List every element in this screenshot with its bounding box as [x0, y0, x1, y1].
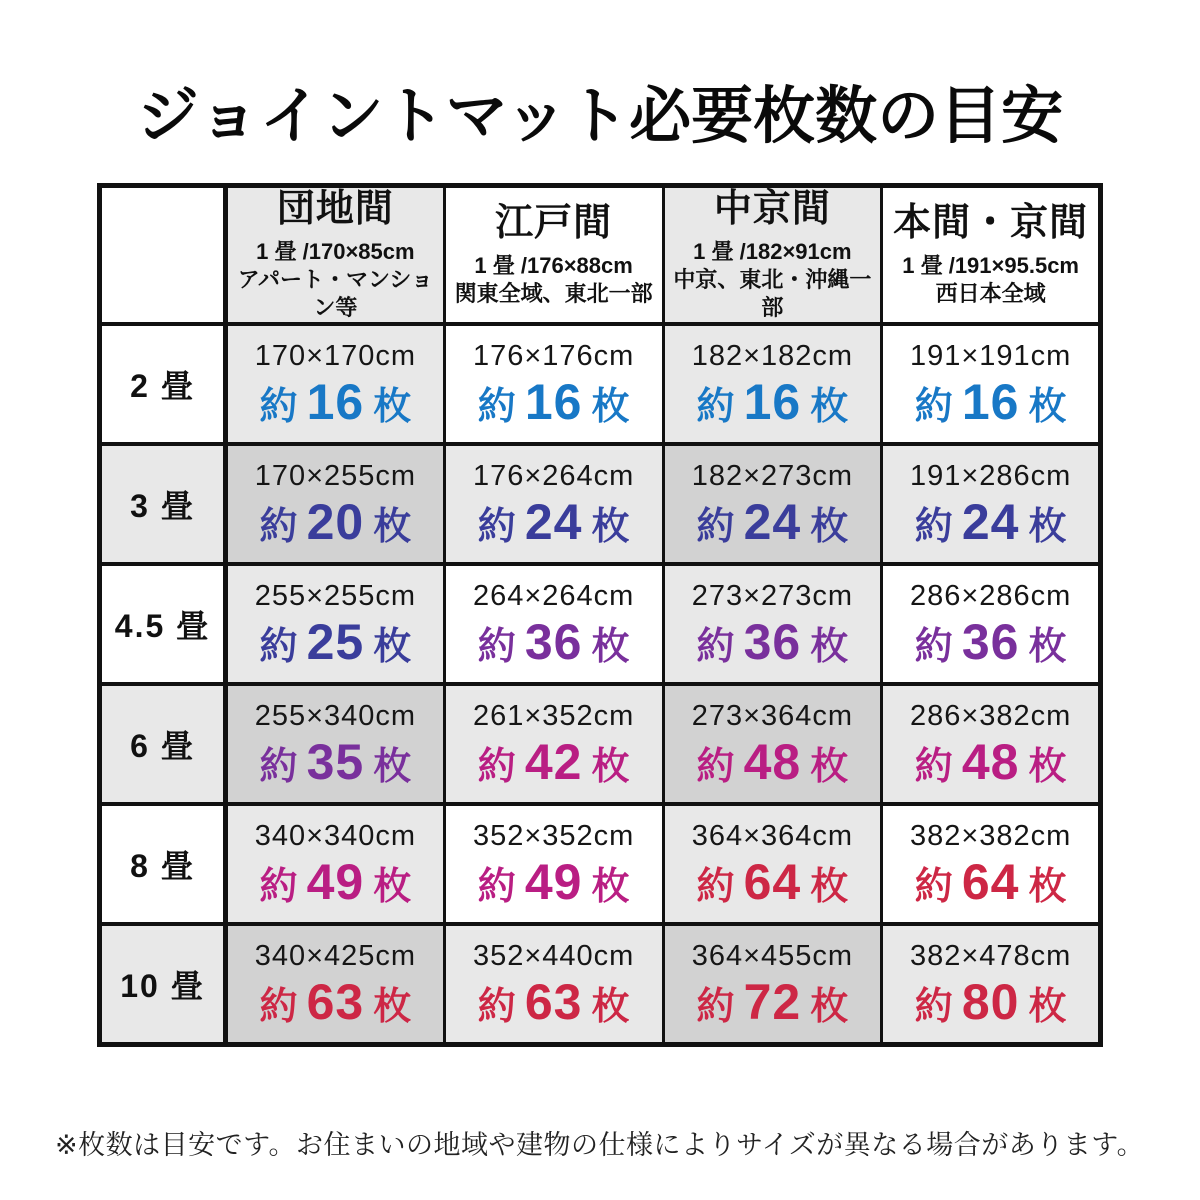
row-label: 2 畳 — [100, 324, 226, 444]
mat-count-cell — [444, 804, 663, 924]
mat-count-cell — [226, 324, 445, 444]
room-size: 255×255cm — [254, 580, 417, 613]
mat-count: 約 16 枚 — [259, 374, 412, 431]
room-size: 364×364cm — [691, 820, 854, 853]
mat-count: 約 24 枚 — [696, 494, 849, 551]
mat-count: 約 48 枚 — [696, 734, 849, 791]
mat-count-cell — [226, 684, 445, 804]
column-header-chukyoma — [663, 186, 882, 325]
row-label: 8 畳 — [100, 804, 226, 924]
mat-count-cell — [444, 924, 663, 1044]
room-size: 264×264cm — [472, 580, 635, 613]
mat-count-cell — [444, 684, 663, 804]
room-size: 191×286cm — [909, 460, 1072, 493]
mat-count-cell — [663, 924, 882, 1044]
mat-count-cell — [882, 684, 1101, 804]
row-label: 4.5 畳 — [100, 564, 226, 684]
column-tatami-size: 1 畳 /176×88cm — [474, 252, 633, 278]
column-name: 本間・京間 — [893, 202, 1089, 245]
mat-count: 約 63 枚 — [259, 973, 412, 1030]
mat-count: 約 36 枚 — [696, 614, 849, 671]
room-size: 176×176cm — [472, 340, 635, 373]
row-label: 6 畳 — [100, 684, 226, 804]
mat-count: 約 36 枚 — [914, 614, 1067, 671]
row-label: 10 畳 — [100, 924, 226, 1044]
column-name: 中京間 — [713, 188, 831, 230]
column-region: 関東全域、東北一部 — [454, 280, 653, 306]
mat-count: 約 42 枚 — [477, 734, 630, 791]
column-name: 団地間 — [276, 188, 394, 230]
mat-count: 約 24 枚 — [914, 494, 1067, 551]
room-size: 176×264cm — [472, 460, 635, 493]
mat-count-cell — [663, 804, 882, 924]
room-size: 170×255cm — [254, 460, 417, 493]
column-name: 江戸間 — [495, 202, 613, 245]
mat-count-cell — [882, 444, 1101, 564]
mat-count-cell — [444, 324, 663, 444]
room-size: 261×352cm — [472, 700, 635, 733]
mat-count-cell — [226, 444, 445, 564]
room-size: 273×364cm — [691, 700, 854, 733]
room-size: 382×382cm — [909, 820, 1072, 853]
header-row — [100, 186, 1101, 325]
column-tatami-size: 1 畳 /191×95.5cm — [902, 252, 1079, 278]
mat-count: 約 24 枚 — [477, 494, 630, 551]
table-row-6jo — [100, 684, 1101, 804]
mat-count-cell — [882, 804, 1101, 924]
column-tatami-size: 1 畳 /170×85cm — [256, 238, 415, 264]
mat-count-cell — [663, 324, 882, 444]
mat-count-cell — [444, 564, 663, 684]
room-size: 364×455cm — [691, 939, 854, 972]
table-row-4-5jo — [100, 564, 1101, 684]
table-row-3jo — [100, 444, 1101, 564]
mat-count: 約 63 枚 — [477, 973, 630, 1030]
mat-count-cell — [663, 564, 882, 684]
room-size: 286×286cm — [909, 580, 1072, 613]
mat-count: 約 25 枚 — [259, 614, 412, 671]
room-size: 255×340cm — [254, 700, 417, 733]
mat-count: 約 49 枚 — [259, 854, 412, 911]
mat-count-cell — [444, 444, 663, 564]
mat-count: 約 48 枚 — [914, 734, 1067, 791]
corner-cell — [100, 186, 226, 325]
mat-count: 約 20 枚 — [259, 494, 412, 551]
mat-count: 約 64 枚 — [696, 854, 849, 911]
mat-count-cell — [882, 924, 1101, 1044]
mat-count: 約 49 枚 — [477, 854, 630, 911]
column-region: 中京、東北・沖縄一部 — [673, 266, 872, 320]
mat-count-cell — [663, 684, 882, 804]
mat-count-cell — [226, 804, 445, 924]
mat-count: 約 36 枚 — [477, 614, 630, 671]
room-size: 352×440cm — [472, 939, 635, 972]
mat-count-cell — [882, 324, 1101, 444]
mat-count: 約 64 枚 — [914, 854, 1067, 911]
room-size: 382×478cm — [909, 939, 1072, 972]
table-row-8jo — [100, 804, 1101, 924]
mat-count: 約 80 枚 — [914, 973, 1067, 1030]
room-size: 182×182cm — [691, 340, 854, 373]
mat-count: 約 72 枚 — [696, 973, 849, 1030]
column-region: アパート・マンション等 — [237, 266, 433, 320]
column-header-edoma — [444, 186, 663, 325]
room-size: 170×170cm — [254, 340, 417, 373]
mat-count-cell — [663, 444, 882, 564]
mat-count-cell — [226, 564, 445, 684]
column-header-danchima — [226, 186, 445, 325]
footnote: ※枚数は目安です。お住まいの地域や建物の仕様によりサイズが異なる場合があります。 — [55, 1129, 1145, 1160]
room-size: 352×352cm — [472, 820, 635, 853]
page-title: ジョイントマット必要枚数の目安 — [136, 82, 1064, 151]
mat-count-table — [97, 183, 1103, 1047]
room-size: 340×340cm — [254, 820, 417, 853]
row-label: 3 畳 — [100, 444, 226, 564]
mat-count-cell — [882, 564, 1101, 684]
room-size: 191×191cm — [909, 340, 1072, 373]
table-row-2jo — [100, 324, 1101, 444]
room-size: 273×273cm — [691, 580, 854, 613]
room-size: 182×273cm — [691, 460, 854, 493]
column-header-honma-kyoma — [882, 186, 1101, 325]
mat-count: 約 16 枚 — [696, 374, 849, 431]
room-size: 286×382cm — [909, 700, 1072, 733]
room-size: 340×425cm — [254, 939, 417, 972]
column-region: 西日本全域 — [935, 280, 1046, 306]
mat-count: 約 16 枚 — [477, 374, 630, 431]
column-tatami-size: 1 畳 /182×91cm — [693, 238, 852, 264]
mat-count: 約 35 枚 — [259, 734, 412, 791]
table-row-10jo — [100, 924, 1101, 1044]
mat-count-cell — [226, 924, 445, 1044]
mat-count: 約 16 枚 — [914, 374, 1067, 431]
